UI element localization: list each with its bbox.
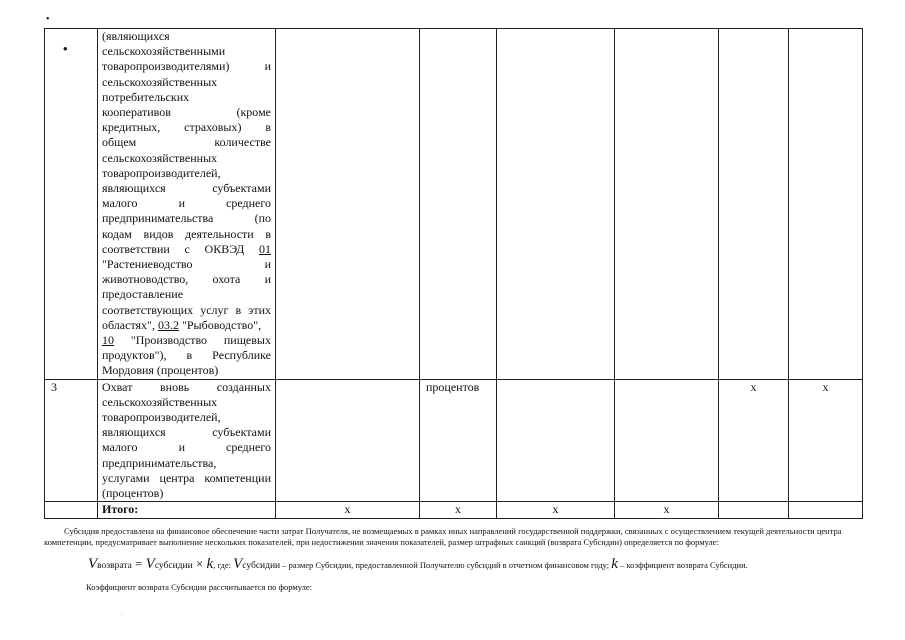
unit-label: процентов: [426, 379, 480, 394]
total-label: Итого:: [102, 502, 139, 517]
x-mark-cell: [420, 502, 497, 518]
subsidy-definition: – размер Субсидии, предоставленной Получателю субсидий в отчетном финансовом году;: [280, 560, 612, 570]
empty-cell: [789, 502, 863, 518]
empty-cell: [276, 379, 420, 502]
corner-mark: •: [46, 14, 50, 25]
description-line: являющихся субъектами: [102, 181, 271, 196]
empty-cell: [497, 29, 615, 380]
subsidy-paragraph: Субсидия предоставлена на финансовое обеспечение части затрат Получателя, не возмещаемых в рамках иных направлений государственной поддержки, связанных с осуществлением текущей деятельности центра компетенции, предусматривает выполнение нескольких показателей, при недостижении значения показателей, размер штрафных санкций (возврата Субсидии) определяется по формуле:: [44, 526, 842, 547]
table-row-continuation: [45, 29, 863, 380]
description-line: Мордовия (процентов): [102, 363, 219, 378]
description-line: товаропроизводителями) и: [102, 59, 271, 74]
empty-cell: [276, 29, 420, 380]
indicator-description-cell: [98, 379, 276, 502]
indicator-table: [44, 28, 863, 519]
subscript-subsidy: субсидии: [154, 561, 193, 571]
description-line: кредитных, страховых) в: [102, 120, 271, 135]
k-definition: – коэффициент возврата Субсидии.: [617, 560, 748, 570]
x-mark-cell: [615, 502, 719, 518]
empty-cell: [497, 379, 615, 502]
description-line: животноводство, охота и: [102, 272, 271, 287]
indicator-description: [102, 29, 271, 242]
empty-cell: [789, 29, 863, 380]
unit-cell: [420, 379, 497, 502]
x-mark: х: [552, 502, 559, 517]
description-line: предпринимательства (по: [102, 211, 271, 226]
okved-code-03-2: 03.2: [157, 317, 179, 332]
description-line: малого и среднего: [102, 440, 271, 455]
okved-code-line-2: 10 "Производство пищевых: [102, 333, 271, 348]
description-line: сельскохозяйственных: [102, 150, 218, 165]
x-mark-cell: [789, 379, 863, 502]
description-line: предпринимательства,: [102, 455, 217, 470]
row-number-cell: [45, 379, 98, 502]
faint-mark: ·: [120, 610, 123, 619]
coefficient-paragraph: Коэффициент возврата Субсидии рассчитывается по формуле:: [86, 582, 313, 592]
description-line: (являющихся: [102, 29, 170, 43]
return-formula: Vвозврата = Vсубсидии × k, где: Vсубсидии – размер Субсидии, предоставленной Получателю субсидий в отчетном финансовом году; k – коэффициент возврата Субсидии.: [88, 556, 748, 572]
total-label-cell: [98, 502, 276, 518]
x-mark-cell: [719, 379, 789, 502]
description-line: предоставление: [102, 287, 184, 302]
empty-cell: [420, 29, 497, 380]
x-mark: х: [750, 379, 757, 394]
x-mark: х: [455, 502, 461, 517]
description-line: (процентов): [102, 486, 164, 501]
x-mark-cell: [276, 502, 420, 518]
row-number: 3: [51, 379, 57, 394]
where-label: , где:: [213, 560, 234, 570]
x-mark: х: [344, 502, 351, 517]
bullet-mark: •: [63, 41, 68, 56]
table-row-total: [45, 502, 863, 518]
description-line: "Растениеводство и: [102, 257, 271, 272]
x-mark: х: [822, 379, 829, 394]
empty-cell: [615, 29, 719, 380]
indicator-description: [102, 380, 271, 502]
okved-code-10: 10: [102, 333, 114, 348]
subscript-return: возврата: [97, 561, 132, 571]
description-line: потребительских: [102, 89, 190, 104]
indicator-description-cell: [98, 29, 276, 380]
description-line: Охват вновь созданных: [102, 379, 271, 394]
okved-description: [102, 257, 271, 318]
description-line: товаропроизводителей,: [102, 165, 221, 180]
description-line: сельскохозяйственными: [102, 44, 226, 59]
x-mark: х: [663, 502, 670, 517]
description-line: сельскохозяйственных: [102, 394, 218, 409]
okved-line: соответствии с ОКВЭД 01: [102, 241, 271, 256]
okved-code-01: 01: [259, 241, 271, 256]
empty-cell: [719, 502, 789, 518]
description-line: кодам видов деятельности в: [102, 226, 271, 241]
description-line: продуктов"), в Республике: [102, 348, 271, 363]
description-line: являющихся субъектами: [102, 425, 271, 440]
x-mark-cell: [497, 502, 615, 518]
okved-code-line: областях", 03.2 "Рыбоводство",: [102, 317, 262, 332]
row-number-cell: [45, 29, 98, 380]
description-line: соответствующих услуг в этих: [102, 302, 271, 317]
description-line: сельскохозяйственных: [102, 74, 218, 89]
empty-cell: [719, 29, 789, 380]
description-line: товаропроизводителей,: [102, 410, 221, 425]
description-line: малого и среднего: [102, 196, 271, 211]
indicator-description-end: [102, 348, 271, 378]
description-line: общем количестве: [102, 135, 271, 150]
table-row-3: [45, 379, 863, 502]
description-line: кооперативов (кроме: [102, 105, 271, 120]
empty-cell: [45, 502, 98, 518]
empty-cell: [615, 379, 719, 502]
description-line: услугами центра компетенции: [102, 470, 271, 485]
